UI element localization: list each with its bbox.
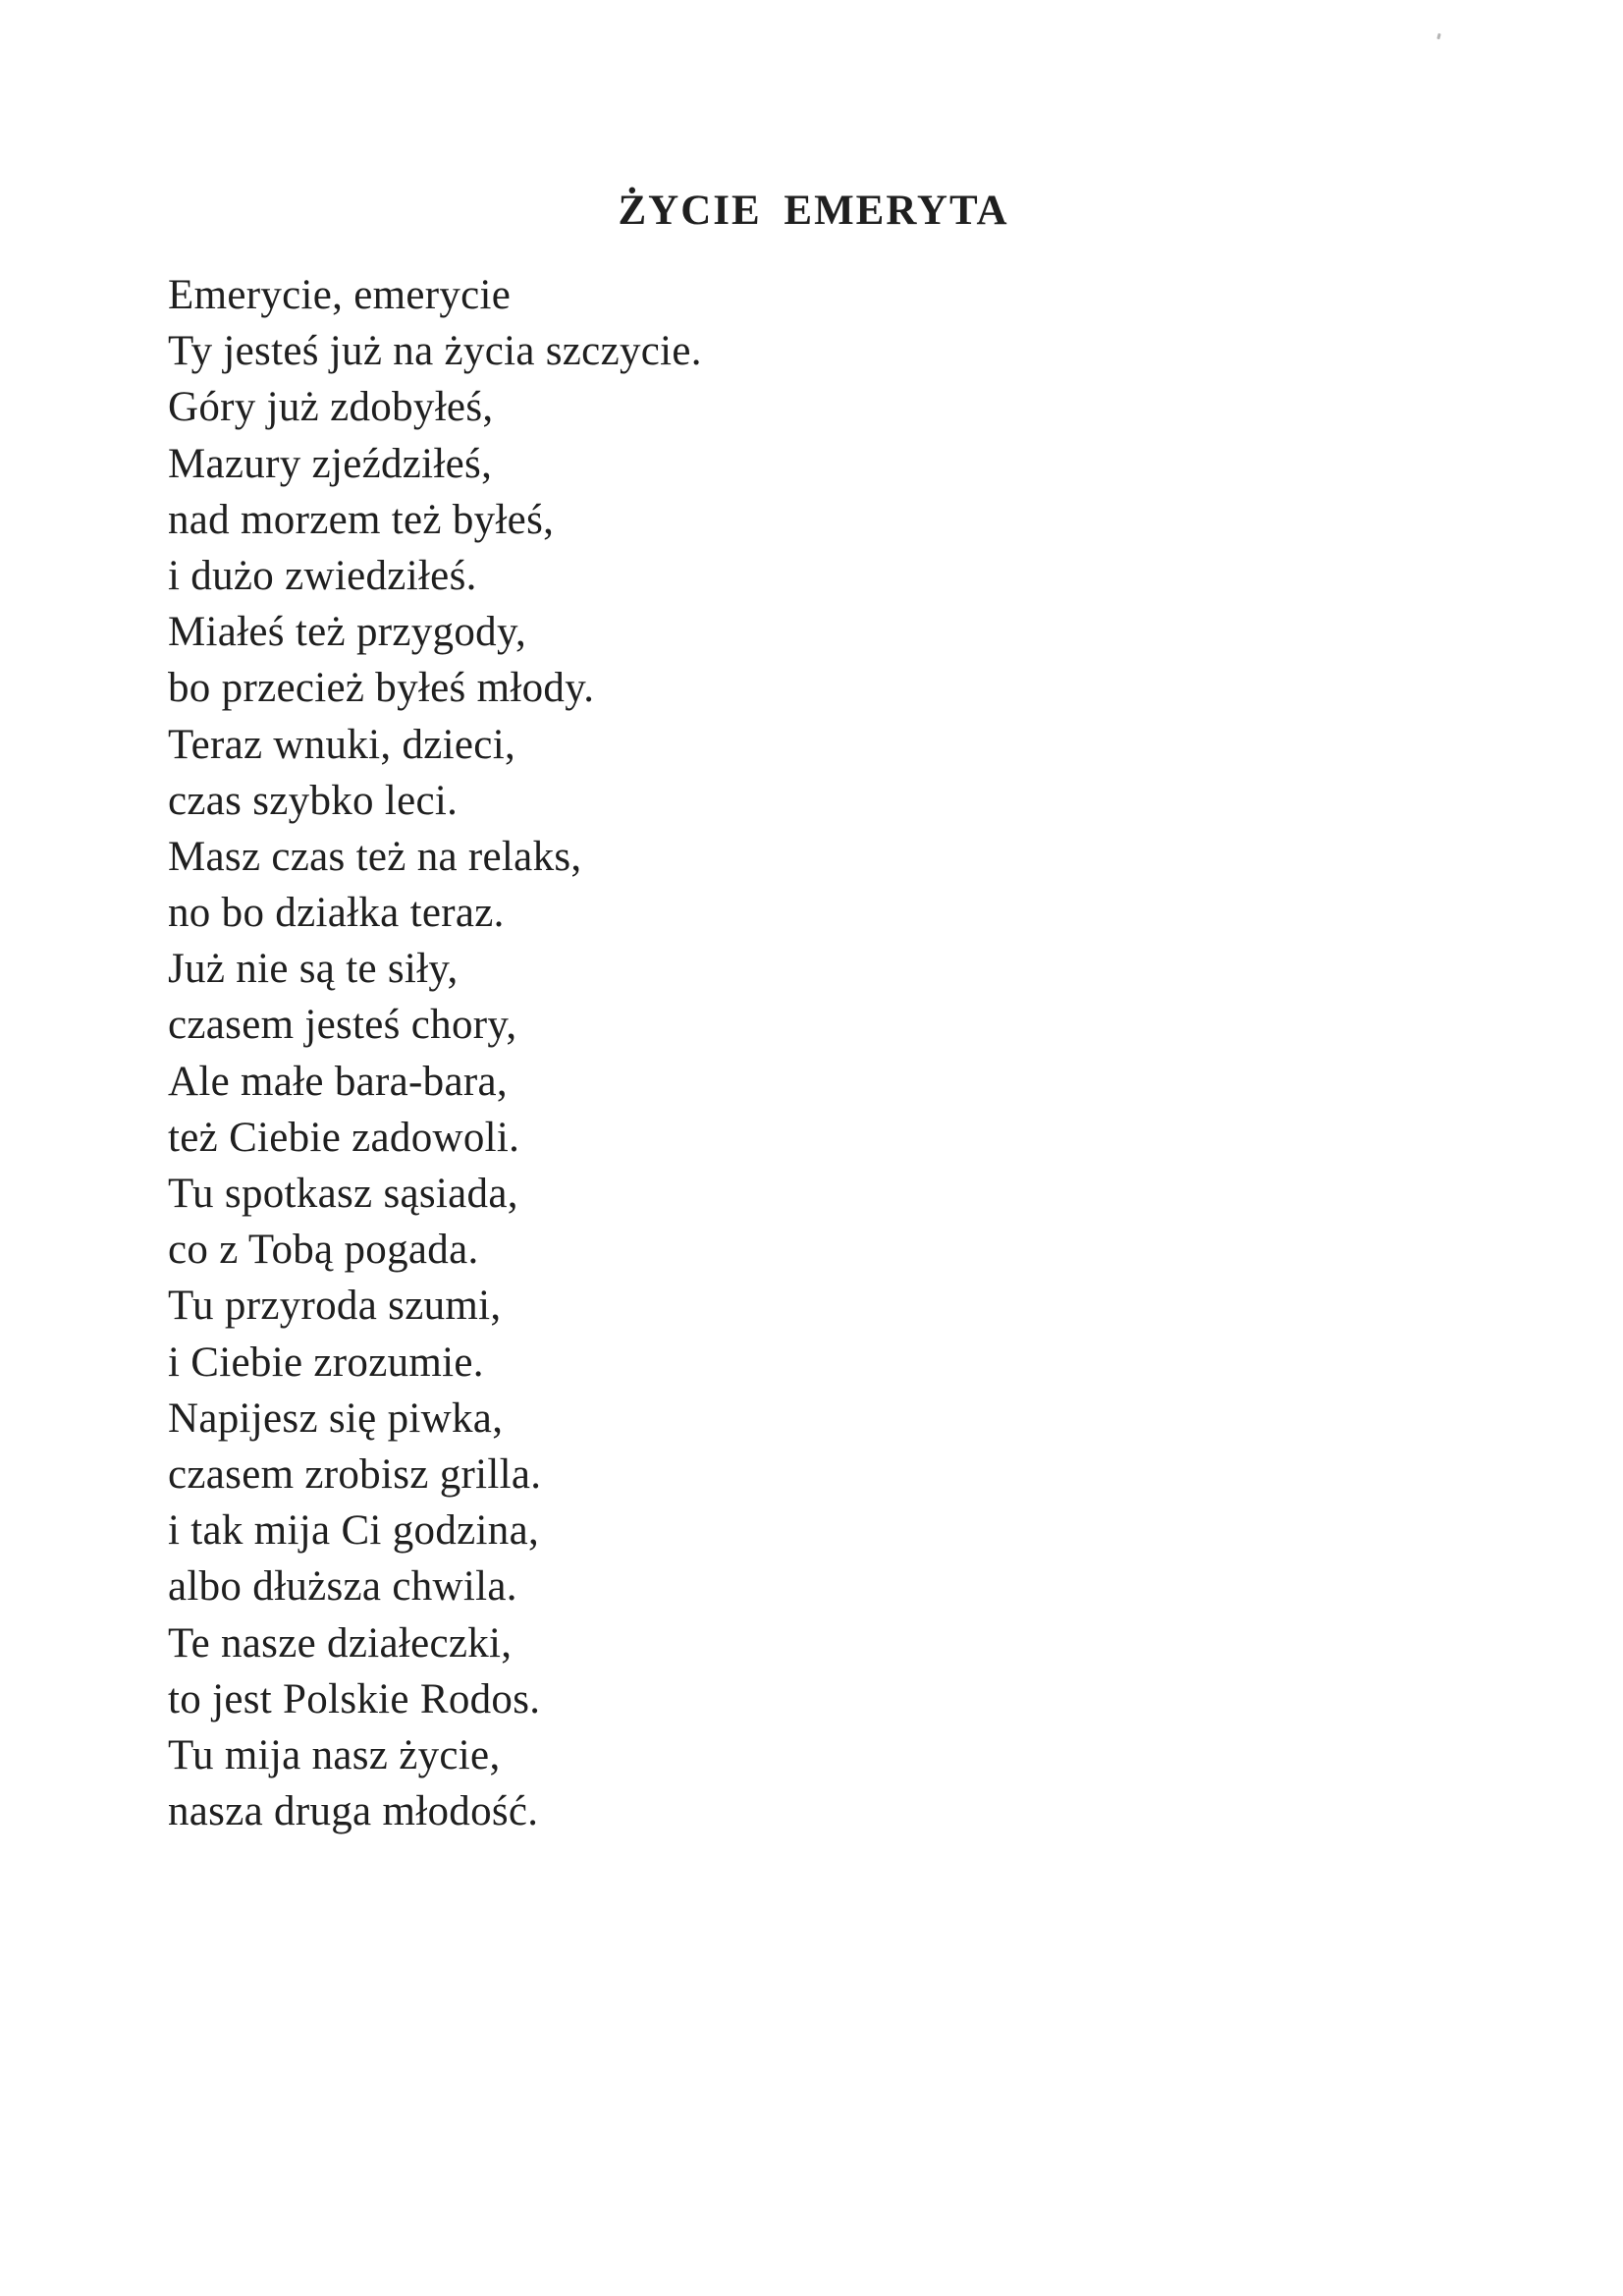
poem-line: i dużo zwiedziłeś. <box>168 552 477 599</box>
poem-title: ŻYCIE EMERYTA <box>618 187 1009 234</box>
poem-line: Tu mija nasz życie, <box>168 1731 501 1778</box>
poem-line: no bo działka teraz. <box>168 890 505 937</box>
poem-line: i tak mija Ci godzina, <box>168 1507 539 1555</box>
poem-line: to jest Polskie Rodos. <box>168 1675 541 1722</box>
poem-line: nad morzem też byłeś, <box>168 496 555 543</box>
poem-line: czas szybko leci. <box>168 777 459 824</box>
poem-line: Mazury zjeździłeś, <box>168 440 493 487</box>
poem-line: Już nie są te siły, <box>168 946 459 993</box>
poem-line: Tu przyroda szumi, <box>168 1283 502 1330</box>
poem-line: albo dłuższa chwila. <box>168 1563 517 1611</box>
poem-line: bo przecież byłeś młody. <box>168 665 595 712</box>
poem-line: Góry już zdobyłeś, <box>168 384 494 431</box>
poem-line: Miałeś też przygody, <box>168 609 527 656</box>
poem-line: czasem zrobisz grilla. <box>168 1450 542 1498</box>
poem-line: i Ciebie zrozumie. <box>168 1339 484 1386</box>
poem-line: czasem jesteś chory, <box>168 1002 517 1049</box>
poem-line: Masz czas też na relaks, <box>168 833 582 880</box>
poem-line: Ty jesteś już na życia szczycie. <box>168 328 702 375</box>
poem-line: Tu spotkasz sąsiada, <box>168 1171 518 1217</box>
scan-speck <box>1436 33 1440 40</box>
poem-line: Ale małe bara-bara, <box>168 1058 508 1105</box>
poem-line: Te nasze działeczki, <box>168 1619 513 1667</box>
poem-line: nasza druga młodość. <box>168 1788 539 1835</box>
poem-line: co z Tobą pogada. <box>168 1227 479 1274</box>
poem-line: też Ciebie zadowoli. <box>168 1114 520 1161</box>
poem-line: Teraz wnuki, dzieci, <box>168 721 515 768</box>
poem-line: Napijesz się piwka, <box>168 1394 504 1442</box>
poem-body <box>168 267 1444 1839</box>
poem-line: Emerycie, emerycie <box>168 272 512 318</box>
